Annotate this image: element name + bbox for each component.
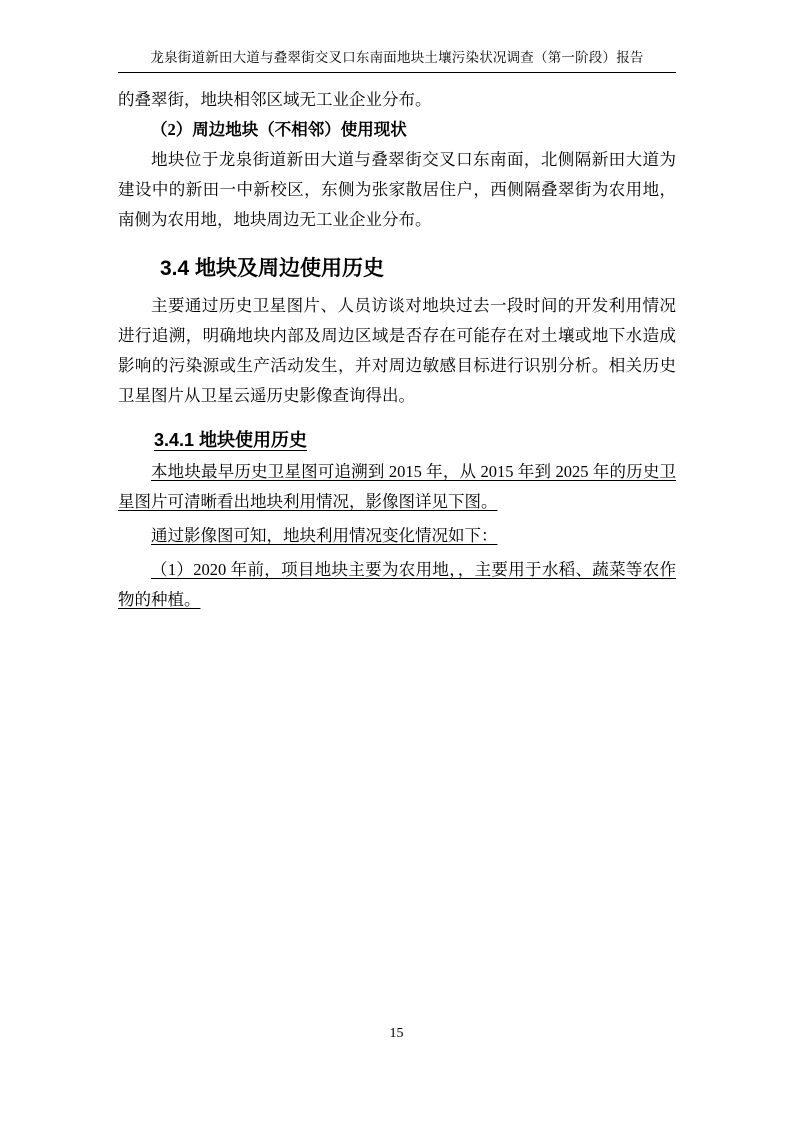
paragraph-3: 主要通过历史卫星图片、人员访谈对地块过去一段时间的开发利用情况进行追溯，明确地块内部及周边区域是否存在可能存在对土壤或地下水造成影响的污染源或生产活动发生，并对周边敏感目标进行识别分析。相关历史卫星图片从卫星云遥历史影像查询得出。 (118, 296, 676, 406)
subheading-surrounding-parcels: （2）周边地块（不相邻）使用现状 (151, 120, 407, 140)
paragraph-6: （1）2020 年前，项目地块主要为农用地，，主要用于水稻、蔬菜等农作物的种植。 (118, 560, 676, 610)
page-number: 15 (389, 1026, 404, 1041)
paragraph-2: 地块位于龙泉街道新田大道与叠翠街交叉口东南面，北侧隔新田大道为建设中的新田一中新校区，东侧为张家散居住户，西侧隔叠翠街为农用地，南侧为农用地，地块周边无工业企业分布。 (118, 150, 676, 230)
paragraph-5: 通过影像图可知，地块利用情况变化情况如下： (151, 526, 498, 546)
page-header: 龙泉街道新田大道与叠翠街交叉口东南面地块土壤污染状况调查（第一阶段）报告 (118, 48, 676, 73)
paragraph-1: 的叠翠街，地块相邻区域无工业企业分布。 (118, 90, 432, 110)
body-text (118, 85, 676, 615)
section-heading-3-4: 3.4 地块及周边使用历史 (160, 257, 385, 281)
page-content (118, 48, 676, 615)
paragraph-4: 本地块最早历史卫星图可追溯到 2015 年，从 2015 年到 2025 年的历史卫星图片可清晰看出地块利用情况，影像图详见下图。 (118, 462, 676, 512)
section-heading-3-4-1: 3.4.1 地块使用历史 (154, 430, 308, 451)
